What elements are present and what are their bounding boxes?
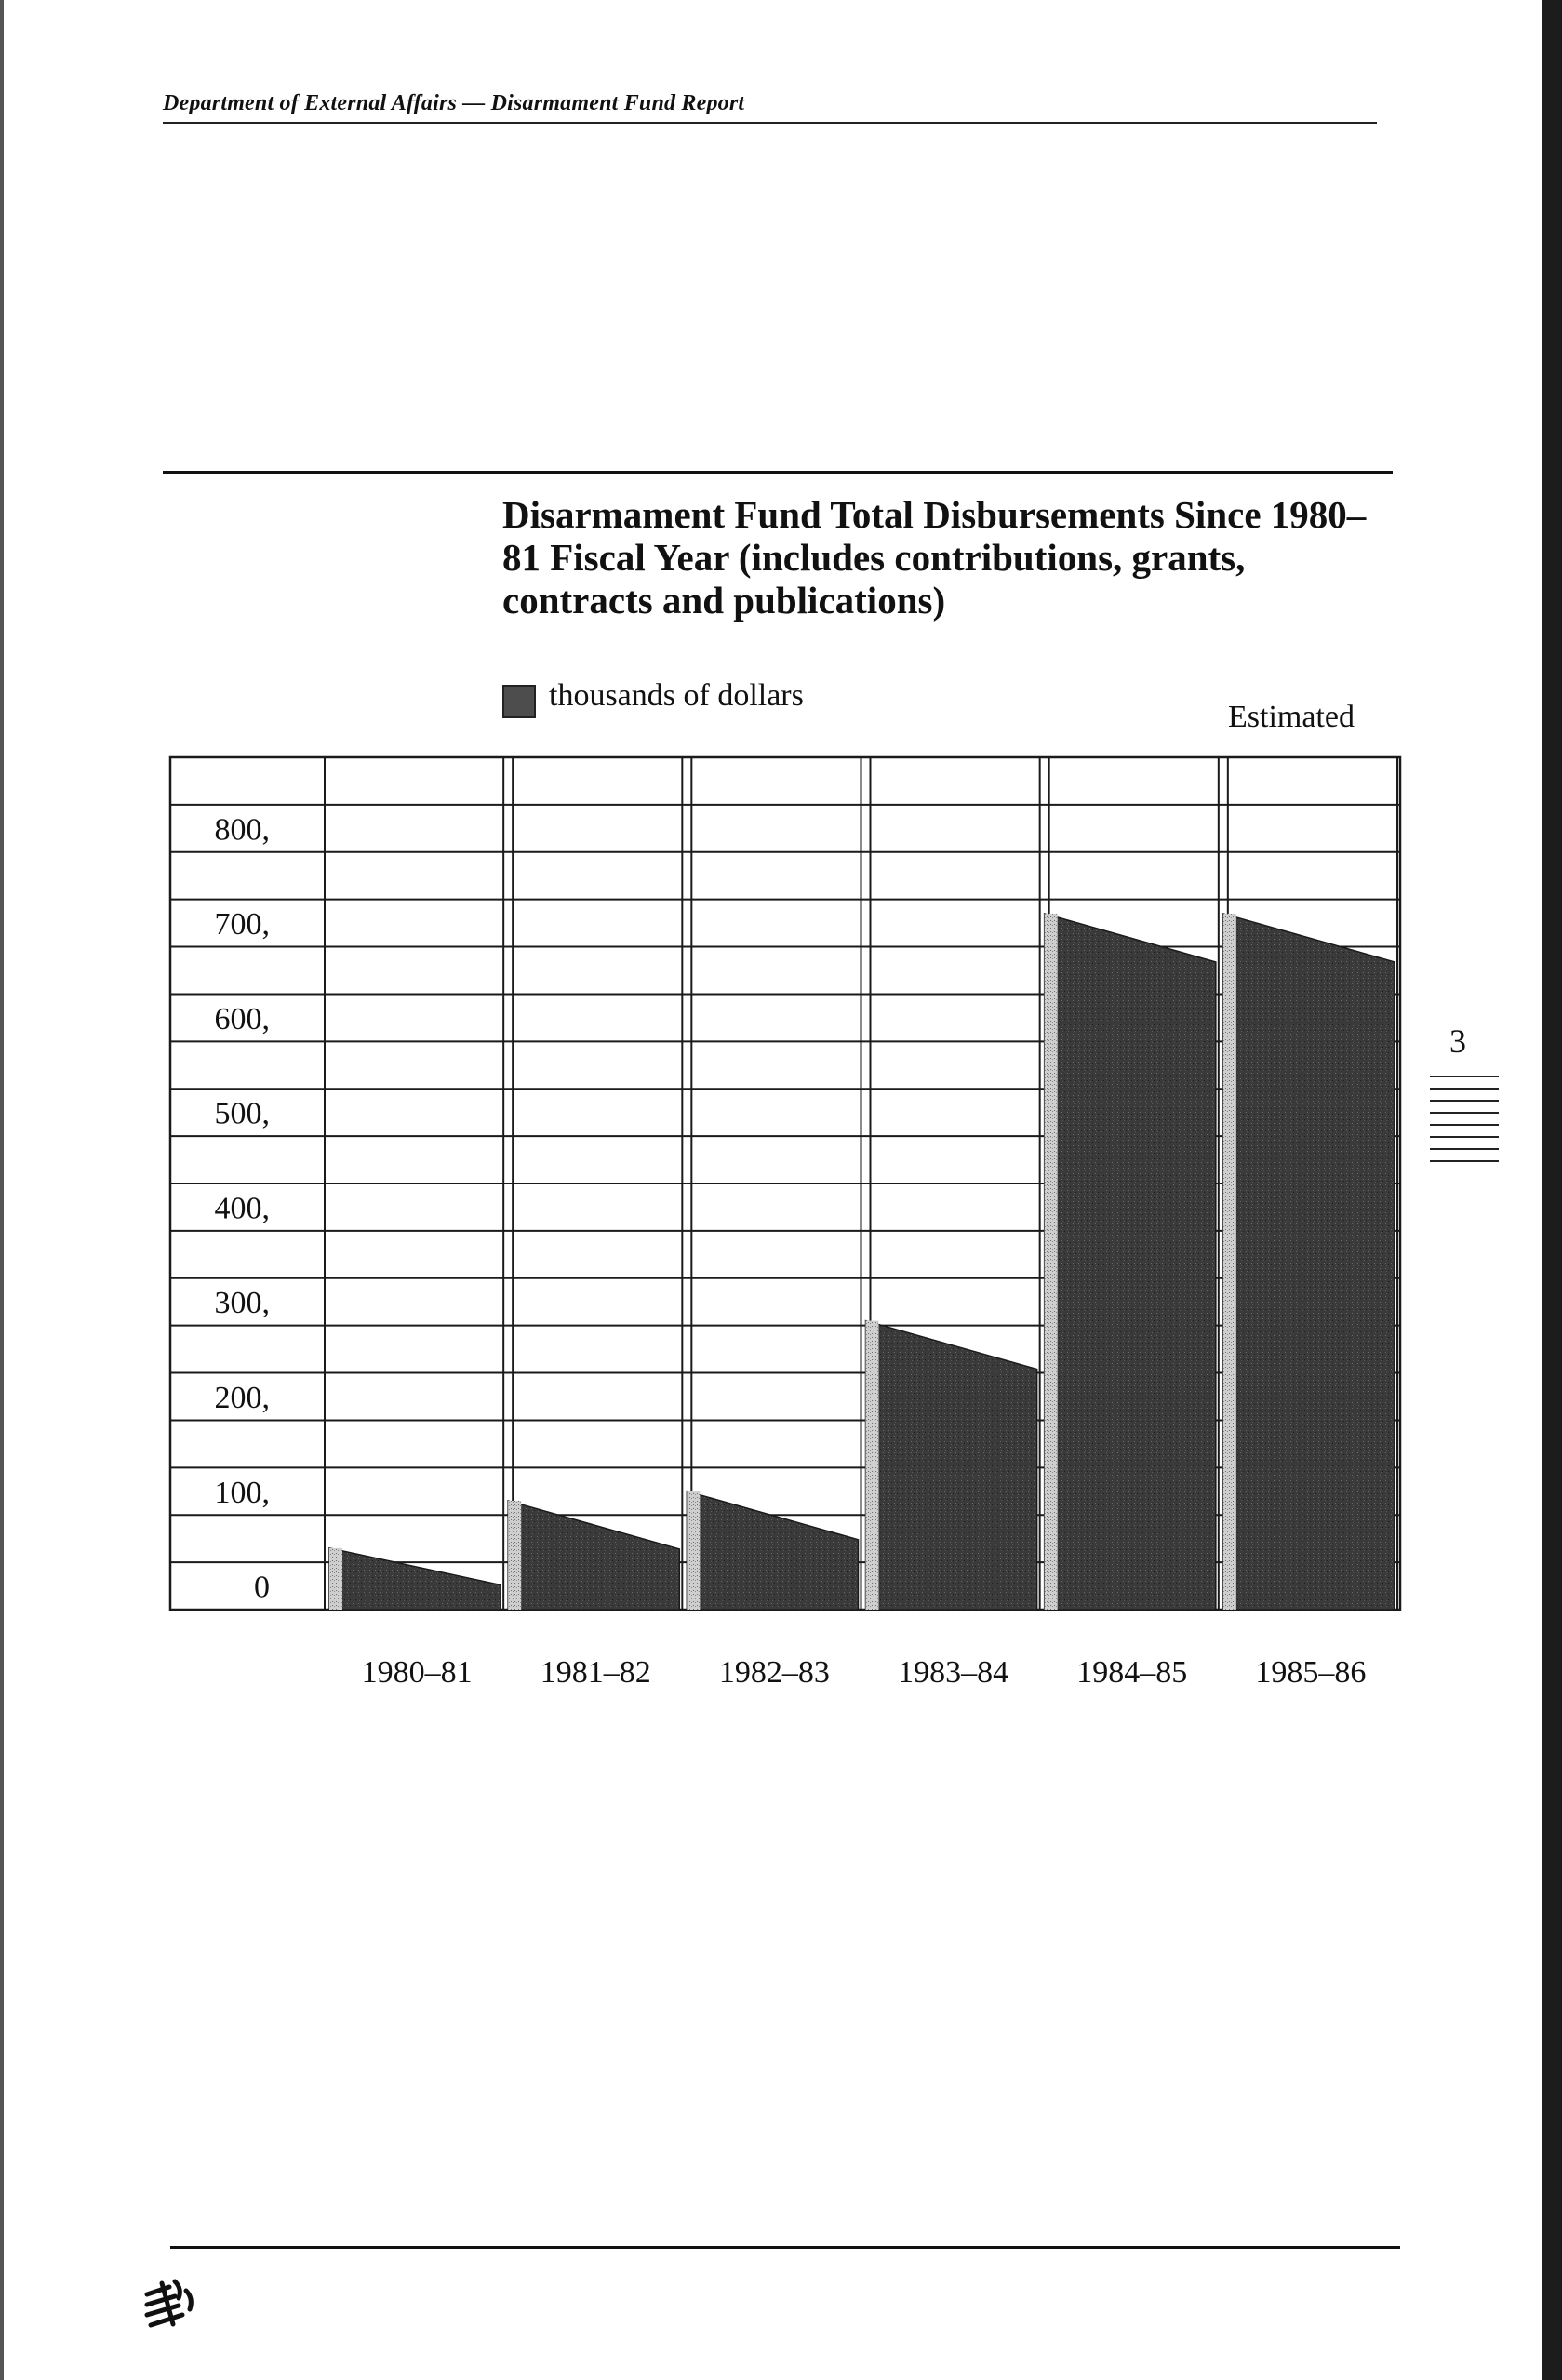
y-tick-label: 100,: [214, 1475, 270, 1510]
x-category-label: 1980–81: [361, 1655, 473, 1690]
y-tick-label: 400,: [214, 1191, 270, 1226]
x-category-label: 1982–83: [718, 1655, 830, 1690]
x-category-label: 1984–85: [1076, 1655, 1188, 1690]
bar: [1223, 914, 1395, 1610]
footer-rule: [170, 2246, 1400, 2249]
y-tick-label: 800,: [214, 812, 270, 848]
y-tick-label: 500,: [214, 1096, 270, 1131]
bar: [329, 1548, 501, 1610]
page-header: Department of External Affairs — Disarmament Fund Report: [163, 91, 745, 115]
x-category-label: 1985–86: [1255, 1655, 1367, 1690]
bar-edge: [1223, 914, 1236, 1610]
bar: [866, 1321, 1037, 1610]
bar-edge: [508, 1501, 521, 1610]
thumb-index-lines: [1430, 1076, 1499, 1172]
page-number: 3: [1449, 1023, 1466, 1060]
bar-edge: [866, 1321, 879, 1610]
bar: [1045, 914, 1216, 1610]
x-category-label: 1983–84: [898, 1655, 1009, 1690]
y-tick-label: 600,: [214, 1001, 270, 1036]
bar: [687, 1491, 858, 1610]
bar-edge: [687, 1491, 700, 1610]
y-tick-label: 700,: [214, 907, 270, 943]
x-category-label: 1981–82: [540, 1655, 651, 1690]
y-tick-label: 300,: [214, 1286, 270, 1321]
chart-title: Disarmament Fund Total Disbursements Since 1980–81 Fiscal Year (includes contributions, grants, contracts and publications): [502, 493, 1367, 622]
estimated-annotation: Estimated: [1228, 700, 1355, 734]
bar-edge: [329, 1548, 342, 1610]
publisher-logo-icon: [141, 2274, 199, 2332]
bar-edge: [1045, 914, 1058, 1610]
y-tick-label: 0: [254, 1570, 270, 1605]
y-tick-label: 200,: [214, 1381, 270, 1415]
bar: [508, 1501, 679, 1610]
legend-label: thousands of dollars: [549, 678, 804, 713]
